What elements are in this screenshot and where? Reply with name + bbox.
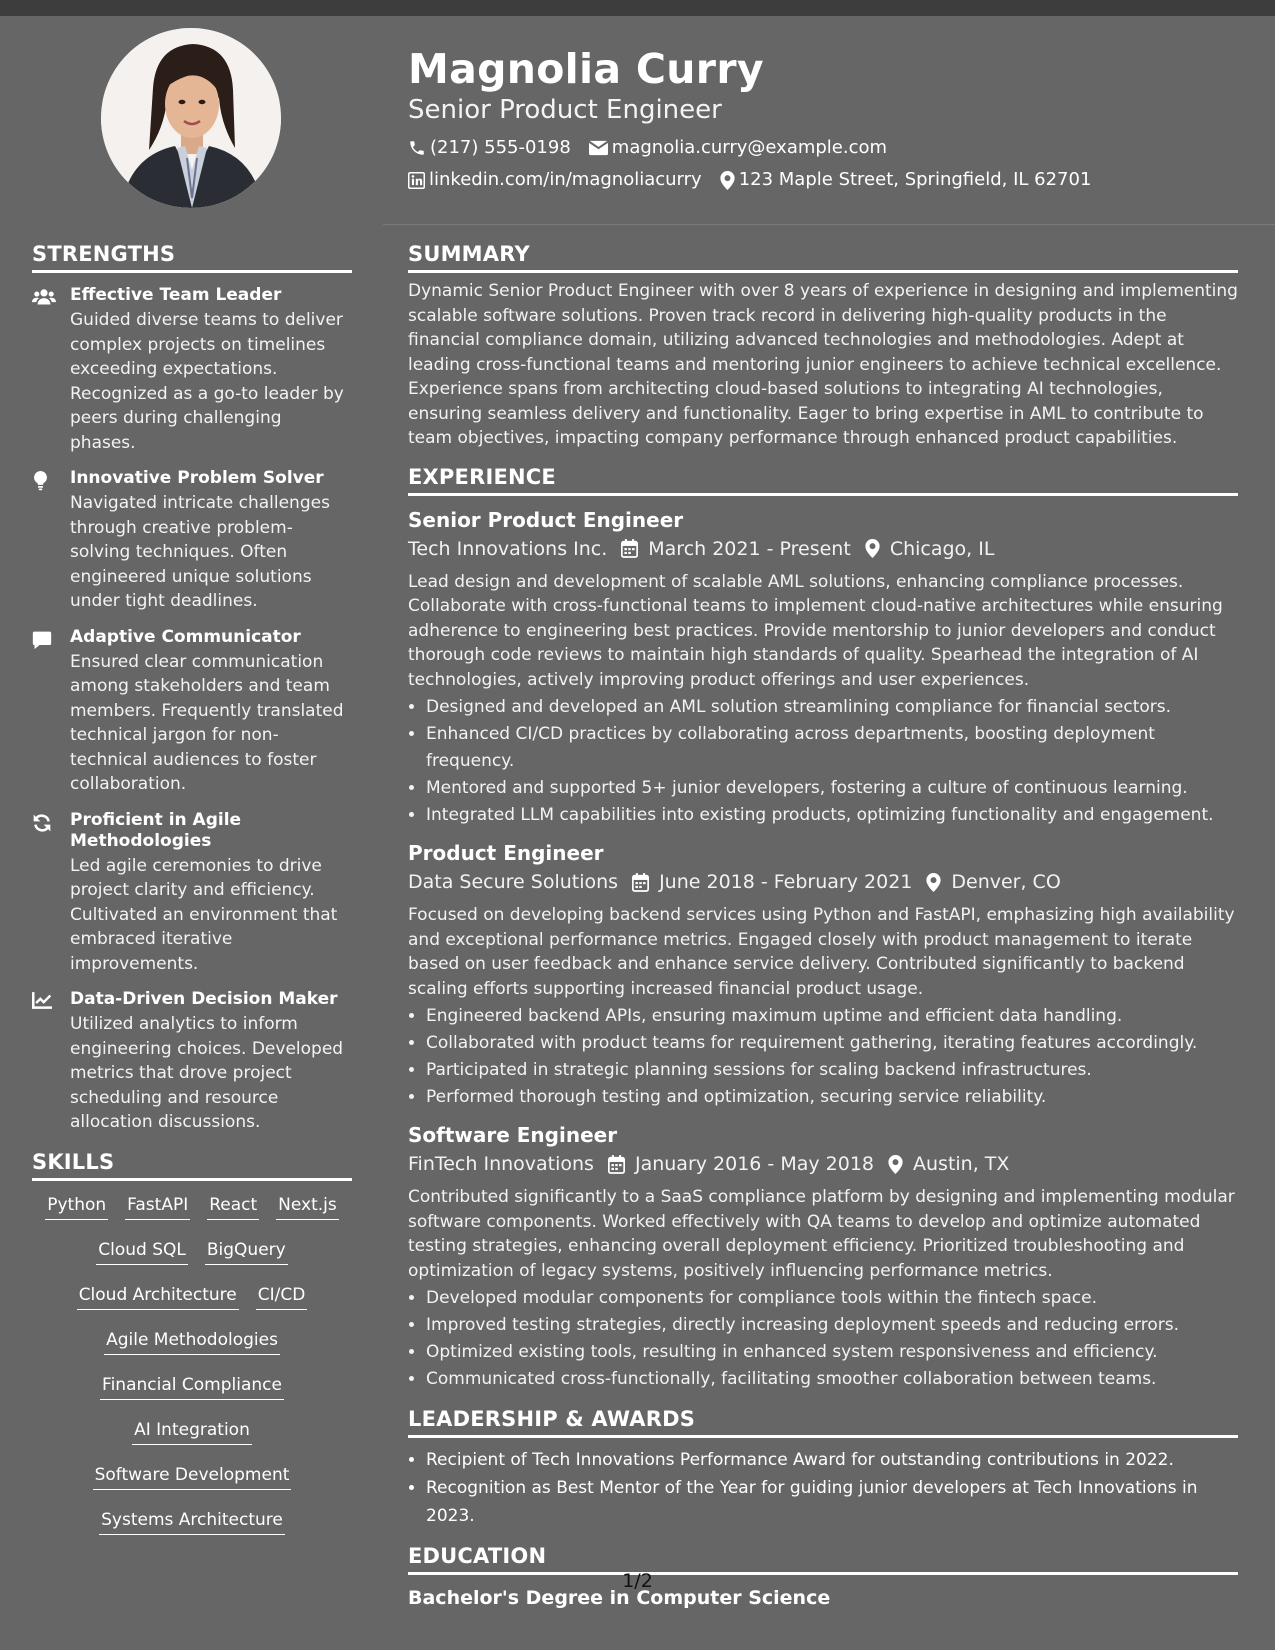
- job-bullet: • Engineered backend APIs, ensuring maximum uptime and efficient data handling.: [426, 1003, 1238, 1030]
- summary-text: Dynamic Senior Product Engineer with over 8 years of experience in designing and implementing scalable software solutions. Proven track record in delivering high-quality products in the financial compliance domain, utilizing advanced technologies and methodologies. Adept at leading cross-functional teams and mentoring junior engineers to achieve technical excellence. Experience spans from architecting cloud-based solutions to integrating AI technologies, ensuring seamless delivery and functionality. Eager to bring expertise in AML to contribute to team objectives, impacting company performance through enhanced product capabilities.: [408, 281, 1238, 448]
- job-bullet: • Communicated cross-functionally, facilitating smoother collaboration between teams.: [426, 1366, 1238, 1393]
- job-meta: [408, 867, 1238, 897]
- phone-icon: [408, 139, 426, 157]
- job-entry: [408, 506, 1238, 830]
- skill-tag: Python: [45, 1193, 108, 1220]
- skill-tag: BigQuery: [205, 1238, 288, 1265]
- job-title: Senior Product Engineer: [408, 507, 684, 532]
- job-description: Contributed significantly to a SaaS compliance platform by designing and implementing modular software components. Worked effectively with QA teams to develop and optimize automated testing strategies, enhancing overall deployment efficiency. Prioritized troubleshooting and optimization of legacy systems, positively influencing performance metrics.: [408, 1187, 1235, 1281]
- strength-item: [32, 468, 352, 614]
- linkedin-text: linkedin.com/in/magnoliacurry: [429, 169, 702, 190]
- job-bullet: • Improved testing strategies, directly increasing deployment speeds and reducing errors.: [426, 1312, 1238, 1339]
- job-title: Software Engineer: [408, 1123, 618, 1147]
- address-contact: [720, 164, 1092, 196]
- map-marker-icon: [865, 539, 880, 558]
- job-meta: [408, 534, 1238, 564]
- job-description: Focused on developing backend services using Python and FastAPI, emphasizing high availability and exceptional performance metrics. Engaged closely with product management to iterate based on user feedback and enhance service delivery. Contributed significantly to backend scaling efforts supporting increased financial product usage.: [408, 905, 1235, 999]
- skill-tag: CI/CD: [256, 1283, 308, 1310]
- job-bullet: • Integrated LLM capabilities into existing products, optimizing functionality and engagement.: [426, 802, 1238, 829]
- users-icon: [32, 288, 56, 305]
- envelope-icon: [589, 140, 608, 156]
- job-description: Lead design and development of scalable AML solutions, enhancing compliance processes. Collaborate with cross-functional teams to implement cloud-native architectures while ensuring adherence to engineering best practices. Provide mentorship to junior developers and conduct thorough code reviews to maintain high standards of quality. Spearhead the integration of AI technologies, actively improving product offerings and user experiences.: [408, 571, 1223, 690]
- strengths-list: [32, 285, 352, 1135]
- job-bullet: • Collaborated with product teams for requirement gathering, iterating features accordingly.: [426, 1030, 1238, 1057]
- calendar-icon: [632, 873, 649, 892]
- strength-title: Adaptive Communicator: [70, 626, 301, 647]
- phone-text: (217) 555-0198: [430, 137, 571, 158]
- company-name: FinTech Innovations: [408, 1153, 594, 1175]
- job-bullet: • Mentored and supported 5+ junior developers, fostering a culture of continuous learning.: [426, 775, 1238, 802]
- company-name: Data Secure Solutions: [408, 871, 619, 893]
- job-bullets: [408, 1285, 1238, 1393]
- header-divider: [383, 224, 1275, 225]
- job-entry: [408, 839, 1238, 1111]
- strength-description: Navigated intricate challenges through creative problem-solving techniques. Often engineered unique solutions under tight deadlines.: [70, 493, 330, 611]
- skill-tag: Agile Methodologies: [104, 1328, 280, 1355]
- skills-row: [32, 1238, 352, 1283]
- skill-tag: FastAPI: [125, 1193, 190, 1220]
- award-item: • Recognition as Best Mentor of the Year for guiding junior developers at Tech Innovations in 2023.: [426, 1474, 1238, 1530]
- page-number: 1/2: [622, 1570, 653, 1592]
- strength-title: Proficient in Agile Methodologies: [70, 809, 242, 851]
- job-dates: June 2018 - February 2021: [659, 871, 913, 893]
- skills-row: [32, 1328, 352, 1373]
- awards-list: [408, 1446, 1238, 1530]
- skills-row: [32, 1463, 352, 1508]
- skill-tag: Cloud SQL: [96, 1238, 188, 1265]
- job-dates: March 2021 - Present: [648, 537, 851, 560]
- skill-tag: Software Development: [93, 1463, 292, 1490]
- email-contact[interactable]: [589, 132, 887, 164]
- linkedin-icon: [408, 172, 425, 189]
- strength-item: [32, 627, 352, 797]
- map-marker-icon: [888, 1155, 903, 1174]
- job-bullet: • Optimized existing tools, resulting in enhanced system responsiveness and efficiency.: [426, 1339, 1238, 1366]
- strengths-heading: STRENGTHS: [32, 240, 352, 273]
- experience-heading: EXPERIENCE: [408, 463, 1238, 496]
- skill-tag: React: [207, 1193, 259, 1220]
- strength-title: Data-Driven Decision Maker: [70, 989, 338, 1009]
- map-marker-icon: [720, 171, 735, 190]
- job-location: Denver, CO: [951, 871, 1061, 893]
- strength-item: [32, 810, 352, 977]
- calendar-icon: [608, 1155, 625, 1174]
- job-location: Austin, TX: [913, 1153, 1010, 1175]
- strength-title: Effective Team Leader: [70, 285, 282, 305]
- sync-icon: [32, 813, 52, 833]
- job-bullet: • Participated in strategic planning sessions for scaling backend infrastructures.: [426, 1057, 1238, 1084]
- candidate-title: Senior Product Engineer: [408, 95, 722, 125]
- skills-row: [32, 1508, 352, 1553]
- strength-item: [32, 989, 352, 1135]
- job-bullet: • Performed thorough testing and optimization, securing service reliability.: [426, 1084, 1238, 1111]
- strength-description: Led agile ceremonies to drive project clarity and efficiency. Cultivated an environment that embraced iterative improvements.: [70, 855, 338, 974]
- phone-contact[interactable]: [408, 132, 571, 164]
- job-entry: [408, 1121, 1238, 1393]
- calendar-icon: [621, 539, 638, 558]
- job-bullets: [408, 1003, 1238, 1111]
- company-name: Tech Innovations Inc.: [408, 537, 608, 560]
- skills-row: [32, 1418, 352, 1463]
- job-bullet: • Enhanced CI/CD practices by collaborating across departments, boosting deployment frequency.: [426, 721, 1238, 775]
- left-column: [32, 240, 352, 1553]
- resume-header: [408, 44, 1248, 196]
- skills-heading: SKILLS: [32, 1148, 352, 1181]
- email-text: magnolia.curry@example.com: [611, 137, 888, 158]
- chart-line-icon: [32, 992, 52, 1009]
- job-bullet: • Developed modular components for compliance tools within the fintech space.: [426, 1285, 1238, 1312]
- skill-tag: Next.js: [276, 1193, 339, 1220]
- comment-icon: [32, 630, 52, 650]
- lightbulb-icon: [32, 471, 49, 491]
- candidate-name: Magnolia Curry: [408, 45, 764, 93]
- award-item: • Recipient of Tech Innovations Performance Award for outstanding contributions in 2022.: [426, 1446, 1238, 1474]
- profile-photo: [101, 28, 281, 208]
- job-title: Product Engineer: [408, 841, 604, 865]
- address-text: 123 Maple Street, Springfield, IL 62701: [738, 169, 1092, 190]
- skill-tag: Financial Compliance: [100, 1373, 284, 1400]
- skills-row: [32, 1373, 352, 1418]
- strength-title: Innovative Problem Solver: [70, 468, 324, 488]
- top-bar: [0, 0, 1275, 16]
- summary-heading: SUMMARY: [408, 240, 1238, 273]
- skill-tag: Systems Architecture: [99, 1508, 285, 1535]
- job-bullet: • Designed and developed an AML solution streamlining compliance for financial sectors.: [426, 694, 1238, 721]
- education-heading: EDUCATION: [408, 1542, 1238, 1575]
- education-degree: Bachelor's Degree in Computer Science: [408, 1587, 831, 1609]
- job-meta: [408, 1149, 1238, 1179]
- linkedin-contact[interactable]: [408, 164, 702, 196]
- strength-item: [32, 285, 352, 455]
- skill-tag: Cloud Architecture: [77, 1283, 239, 1310]
- job-dates: January 2016 - May 2018: [634, 1153, 874, 1175]
- skill-tag: AI Integration: [132, 1418, 252, 1445]
- strength-description: Ensured clear communication among stakeholders and team members. Frequently translated technical jargon for non-technical audiences to foster collaboration.: [70, 651, 344, 794]
- right-column: [408, 240, 1238, 1613]
- job-bullets: [408, 694, 1238, 829]
- awards-heading: LEADERSHIP & AWARDS: [408, 1405, 1238, 1438]
- contact-row-2: [408, 164, 1248, 196]
- job-location: Chicago, IL: [889, 537, 995, 560]
- skills-list: [32, 1193, 352, 1553]
- strength-description: Guided diverse teams to deliver complex projects on timelines exceeding expectations. Recognized as a go-to leader by peers during challenging phases.: [70, 310, 344, 453]
- map-marker-icon: [926, 873, 941, 892]
- contact-row-1: [408, 132, 1248, 164]
- skills-row: [32, 1193, 352, 1238]
- strength-description: Utilized analytics to inform engineering choices. Developed metrics that drove project scheduling and resource allocation discussions.: [70, 1014, 344, 1132]
- skills-row: [32, 1283, 352, 1328]
